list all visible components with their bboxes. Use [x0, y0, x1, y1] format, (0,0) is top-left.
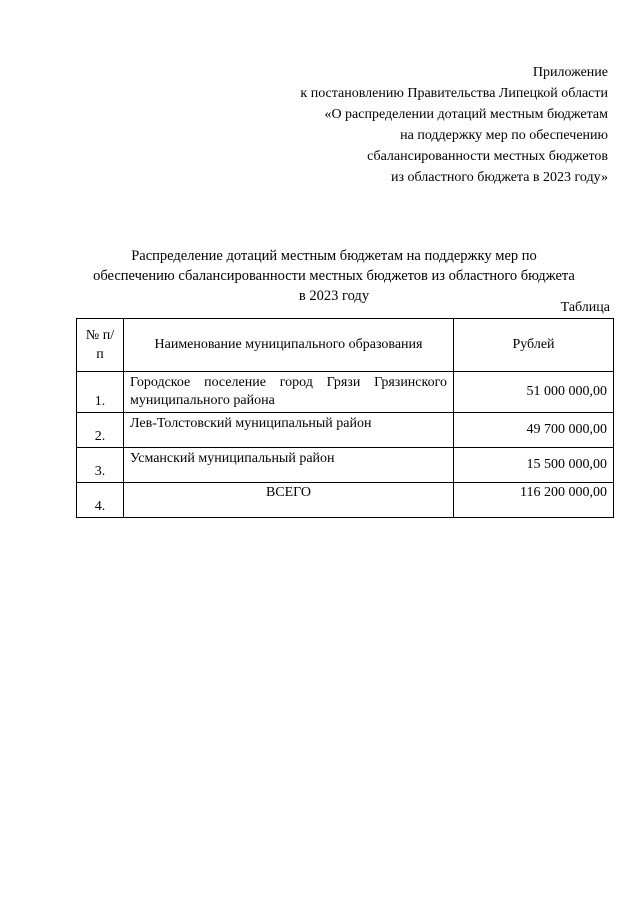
appendix-line: к постановлению Правительства Липецкой области [300, 86, 608, 101]
row-name: Усманский муниципальный район [124, 448, 454, 483]
row-name: Городское поселение город Грязи Грязинского муниципального района [124, 372, 454, 413]
table-row [77, 448, 614, 483]
total-label: ВСЕГО [124, 483, 454, 518]
total-amount: 116 200 000,00 [454, 483, 614, 518]
row-amount: 49 700 000,00 [454, 413, 614, 448]
table-total-row [77, 483, 614, 518]
header-amount: Рублей [454, 319, 614, 372]
row-num: 3. [77, 448, 124, 483]
table-caption: Таблица [560, 300, 610, 315]
table-row [77, 372, 614, 413]
row-amount: 15 500 000,00 [454, 448, 614, 483]
appendix-line: «О распределении дотаций местным бюджетам [324, 107, 608, 122]
header-name: Наименование муниципального образования [124, 319, 454, 372]
appendix-block [300, 62, 608, 188]
row-name: Лев-Толстовский муниципальный район [124, 413, 454, 448]
document-title [60, 246, 608, 306]
appendix-line: на поддержку мер по обеспечению [400, 128, 608, 143]
row-num: 4. [77, 483, 124, 518]
title-line: Распределение дотаций местным бюджетам на поддержку мер по [131, 248, 537, 264]
allocation-table [76, 318, 614, 518]
table-header-row [77, 319, 614, 372]
appendix-line: Приложение [532, 65, 608, 80]
header-num: № п/п [77, 319, 124, 372]
row-amount: 51 000 000,00 [454, 372, 614, 413]
title-line: обеспечению сбалансированности местных бюджетов из областного бюджета [93, 268, 575, 284]
row-num: 2. [77, 413, 124, 448]
appendix-line: из областного бюджета в 2023 году» [391, 170, 608, 185]
table-row [77, 413, 614, 448]
row-num: 1. [77, 372, 124, 413]
appendix-line: сбалансированности местных бюджетов [367, 149, 608, 164]
title-line: в 2023 году [298, 288, 370, 304]
